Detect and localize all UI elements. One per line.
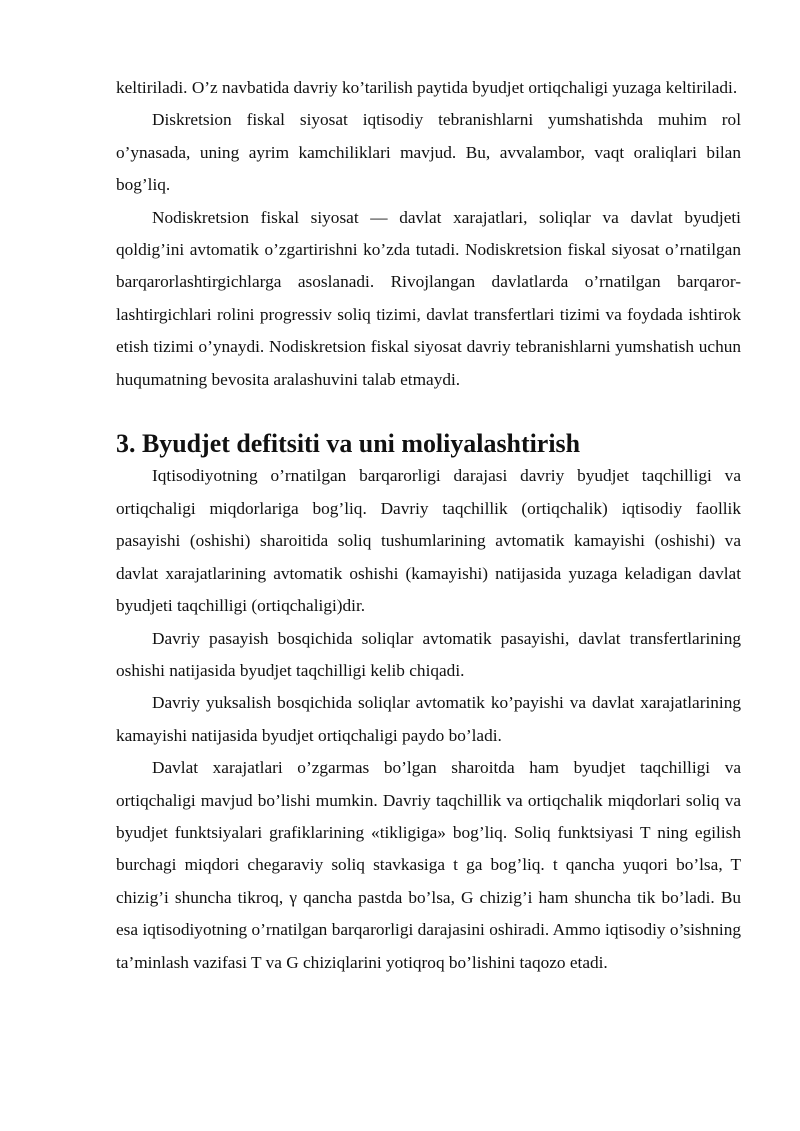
paragraph-diskretsion: Diskretsion fiskal siyosat iqtisodiy tebranishlarni yumshatishda muhim rol o’ynasada, uning ayrim kamchiliklari mavjud. Bu, avvalambor, vaqt oraliqlari bilan bog’liq.	[116, 110, 741, 195]
paragraph-yuksalish: Davriy yuksalish bosqichida soliqlar avtomatik ko’payishi va davlat xarajatlarining kamayishi natijasida byudjet ortiqchaligi paydo bo’ladi.	[116, 693, 741, 745]
paragraph-nodiskretsion: Nodiskretsion fiskal siyosat — davlat xarajatlari, soliqlar va davlat byudjeti qoldig’ini avtomatik o’zgartirishni ko’zda tutadi. Nodiskretsion fiskal siyosat o’rnatilgan barqarorlashtirgichlarga asoslanadi. Rivojlangan davlatlarda o’rnatilgan barqaror-lashtirgichlari rolini progressiv soliq tizimi, davlat transfertlari tizimi va foydada ishtirok etish tizimi o’ynaydi. Nodiskretsion fiskal siyosat davriy tebranishlarni yumshatish uchun huqumatning bevosita aralashuvini talab etmaydi.	[116, 207, 741, 389]
section-heading: 3. Byudjet defitsiti va uni moliyalashtirish	[116, 429, 581, 459]
paragraph-xarajatlar: Davlat xarajatlari o’zgarmas bo’lgan sharoitda ham byudjet taqchilligi va ortiqchaligi mavjud bo’lishi mumkin. Davriy taqchillik va ortiqchalik miqdorlari soliq va byudjet funktsiyalari grafiklarining «tikligiga» bog’liq. Soliq funktsiyasi T ning egilish burchagi miqdori chegaraviy soliq stavkasiga t ga bog’liq. t qancha yuqori bo’lsa, T chizig’i shuncha tikroq, γ qancha pastda bo’lsa, G chizig’i ham shuncha tik bo’ladi. Bu esa iqtisodiyotning o’rnatilgan barqarorligi darajasini oshiradi. Ammo iqtisodiy o’sishning ta’minlash vazifasi T va G chiziqlarini yotiqroq bo’lishini taqozo etadi.	[116, 758, 741, 972]
paragraph-pasayish: Davriy pasayish bosqichida soliqlar avtomatik pasayishi, davlat transfertlarining oshishi natijasida byudjet taqchilligi kelib chiqadi.	[116, 628, 741, 680]
paragraph-barqarorlik: Iqtisodiyotning o’rnatilgan barqarorligi darajasi davriy byudjet taqchilligi va ortiqchaligi miqdorlariga bog’liq. Davriy taqchillik (ortiqchalik) iqtisodiy faollik pasayishi (oshishi) sharoitida soliq tushumlarining avtomatik kamayishi (oshishi) va davlat xarajatlarining avtomatik oshishi (kamayishi) natijasida yuzaga keladigan davlat byudjeti taqchilligi (ortiqchaligi)dir.	[116, 466, 741, 616]
paragraph-continuation: keltiriladi. O’z navbatida davriy ko’tarilish paytida byudjet ortiqchaligi yuzaga keltiriladi.	[116, 78, 738, 97]
document-page	[116, 72, 741, 979]
